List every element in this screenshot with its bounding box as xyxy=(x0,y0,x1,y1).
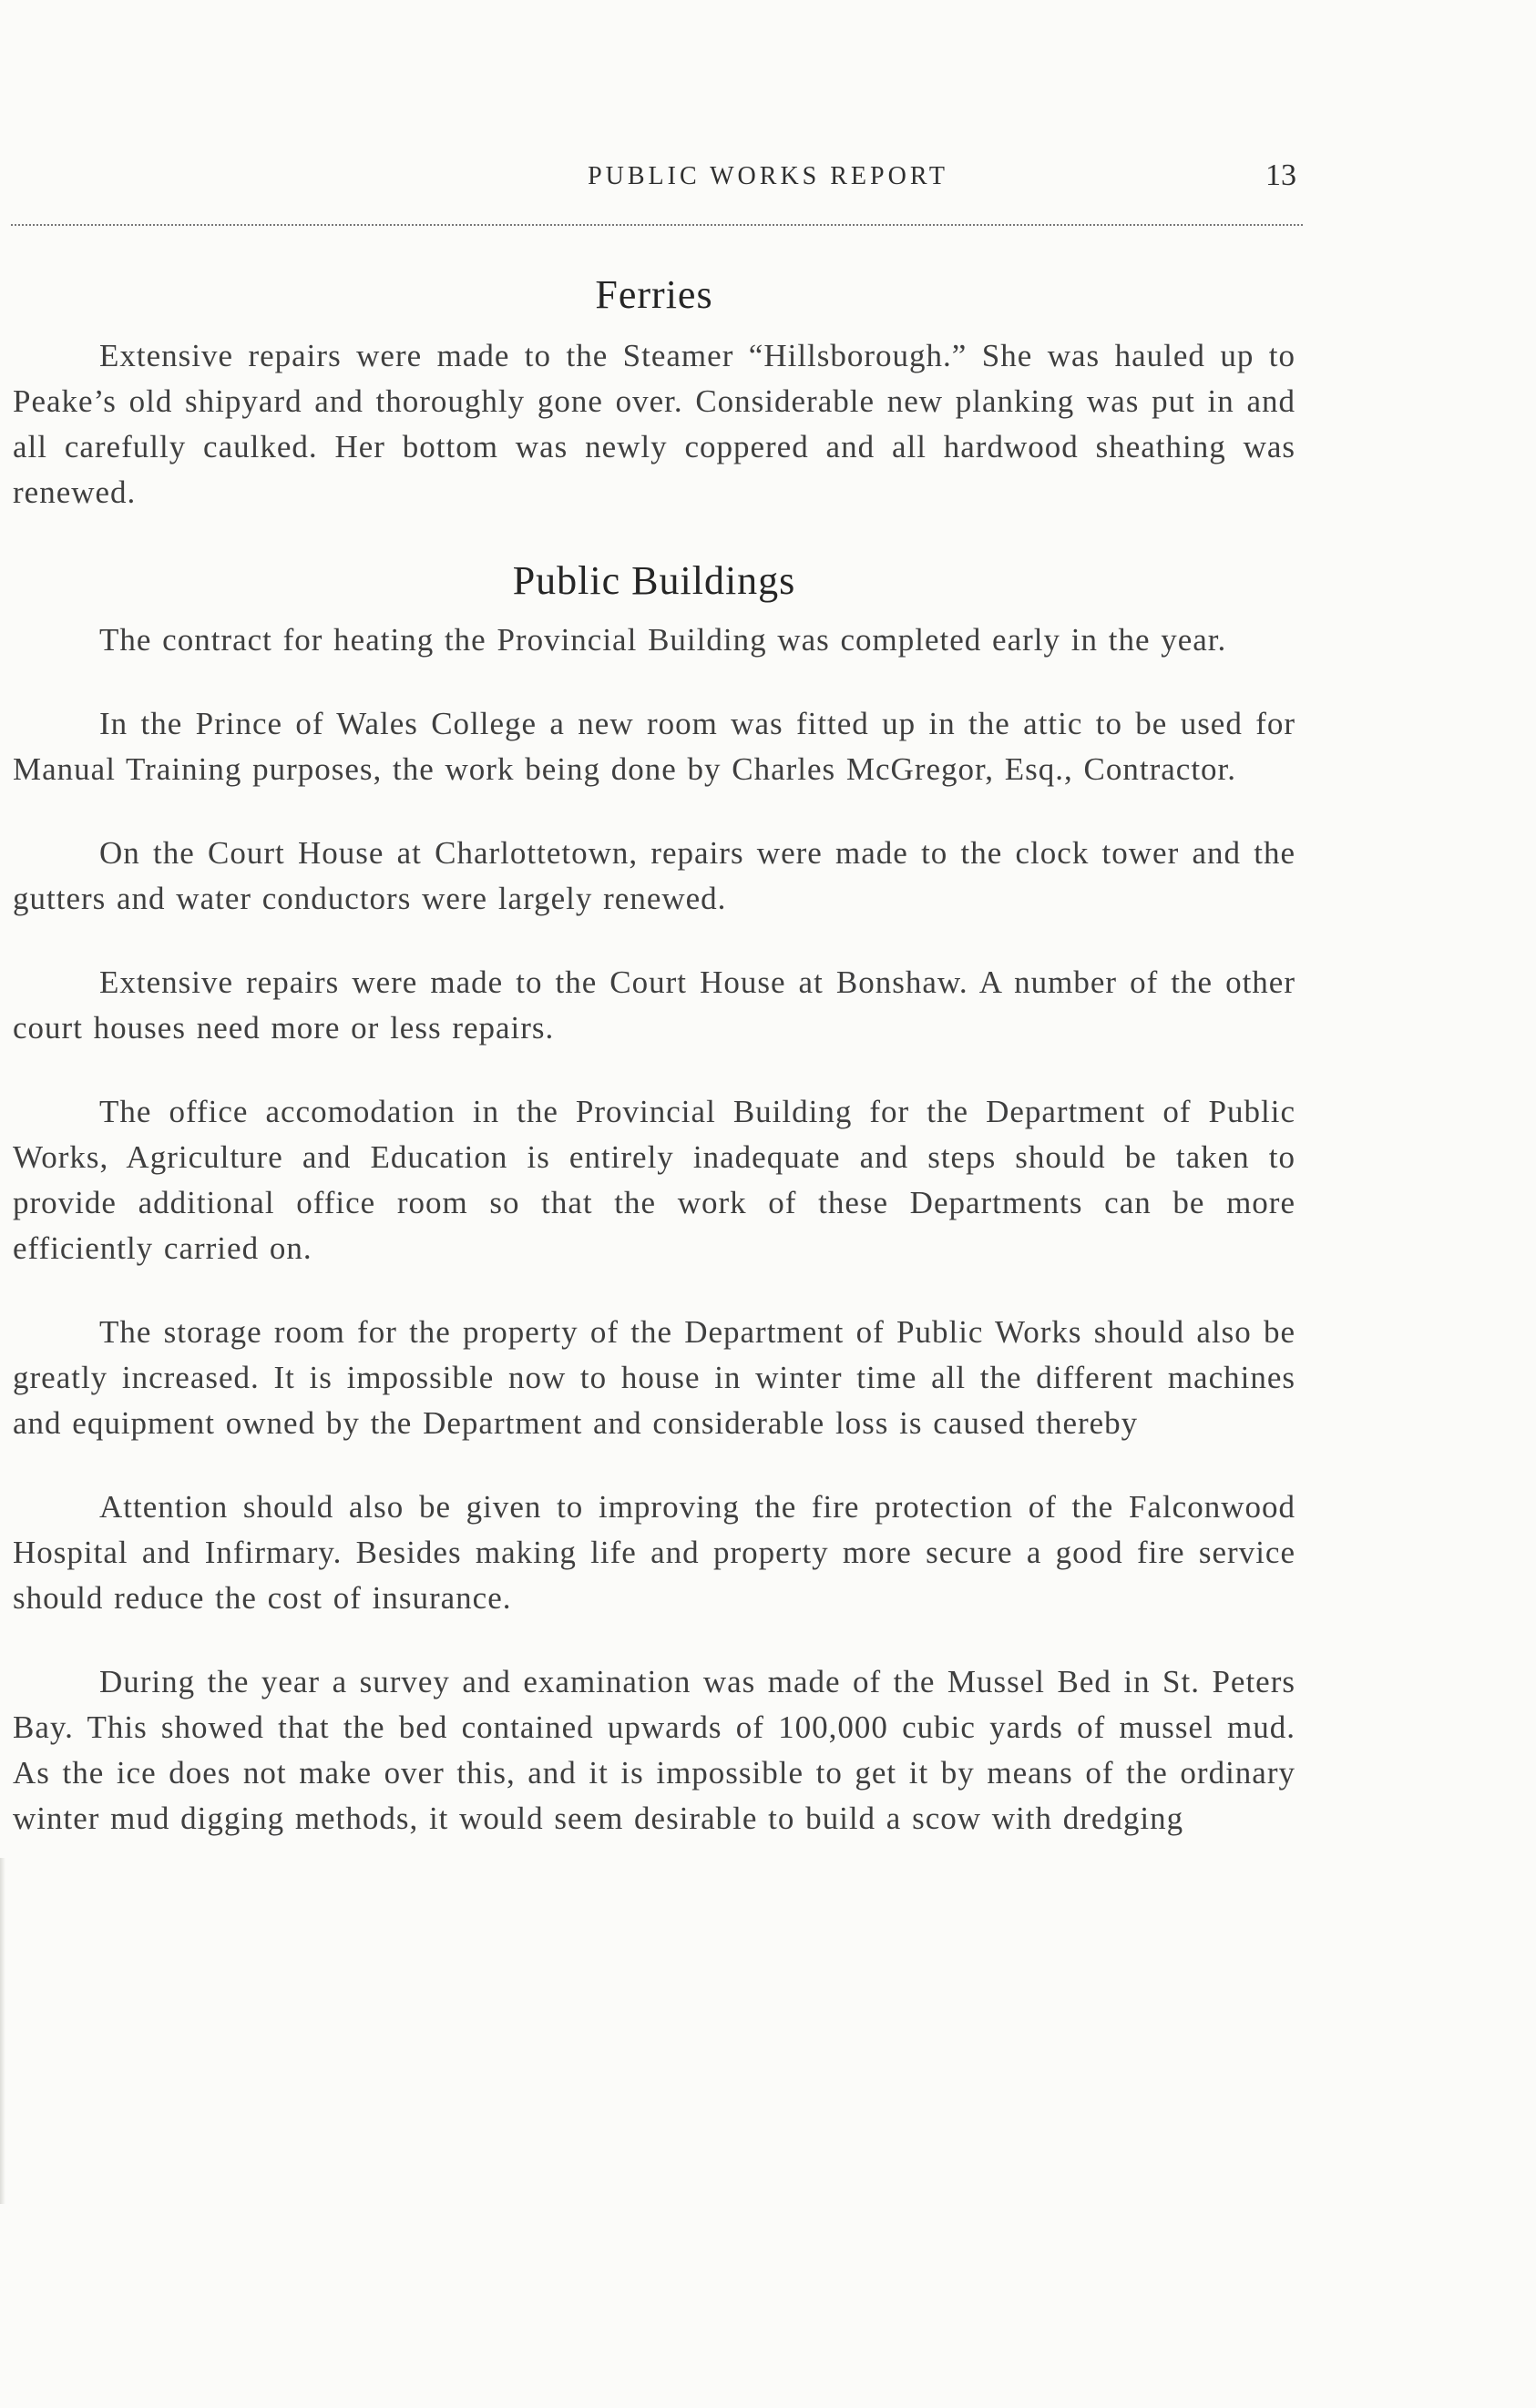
paragraph-public-buildings-5: The office accomodation in the Provincial Building for the Department of Public Works, Agriculture and Education is entirely inadequate and steps should be taken to provide additional office room so that the work of these Departments can be more efficiently carried on. xyxy=(13,1094,1295,1266)
paragraph-public-buildings-6: The storage room for the property of the Department of Public Works should also be greatly increased. It is impossible now to house in winter time all the different machines and equipment owned by the Department and considerable loss is caused thereby xyxy=(13,1314,1295,1441)
paragraph-public-buildings-2: In the Prince of Wales College a new room was fitted up in the attic to be used for Manual Training purposes, the work being done by Charles McGregor, Esq., Contractor. xyxy=(13,706,1295,787)
page-edge-shadow xyxy=(0,1858,5,2204)
document-body xyxy=(13,270,1295,1842)
paragraph-public-buildings-8: During the year a survey and examination was made of the Mussel Bed in St. Peters Bay. This showed that the bed contained upwards of 100,000 cubic yards of mussel mud. As the ice does not make over this, and it is impossible to get it by means of the ordinary winter mud digging methods, it would seem desirable to build a scow with dredging xyxy=(13,1664,1295,1836)
section-title-ferries: Ferries xyxy=(595,272,713,317)
paragraph-public-buildings-7: Attention should also be given to improving the fire protection of the Falconwood Hospital and Infirmary. Besides making life and property more secure a good fire service should reduce the cost of insurance. xyxy=(13,1489,1295,1616)
paragraph-public-buildings-4: Extensive repairs were made to the Court House at Bonshaw. A number of the other court houses need more or less repairs. xyxy=(13,964,1295,1046)
paragraph-public-buildings-3: On the Court House at Charlottetown, repairs were made to the clock tower and the gutters and water conductors were largely renewed. xyxy=(13,835,1295,916)
running-head: PUBLIC WORKS REPORT xyxy=(588,162,948,190)
paragraph-ferries-1: Extensive repairs were made to the Steamer “Hillsborough.” She was hauled up to Peake’s old shipyard and thoroughly gone over. Considerable new planking was put in and all carefully caulked. Her bottom was newly coppered and all hardwood sheathing was renewed. xyxy=(13,338,1295,510)
header-rule xyxy=(11,224,1303,226)
section-title-public-buildings: Public Buildings xyxy=(512,558,796,603)
page-header xyxy=(0,155,1536,209)
paragraph-public-buildings-1: The contract for heating the Provincial Building was completed early in the year. xyxy=(99,622,1227,658)
page-number: 13 xyxy=(1265,158,1296,192)
